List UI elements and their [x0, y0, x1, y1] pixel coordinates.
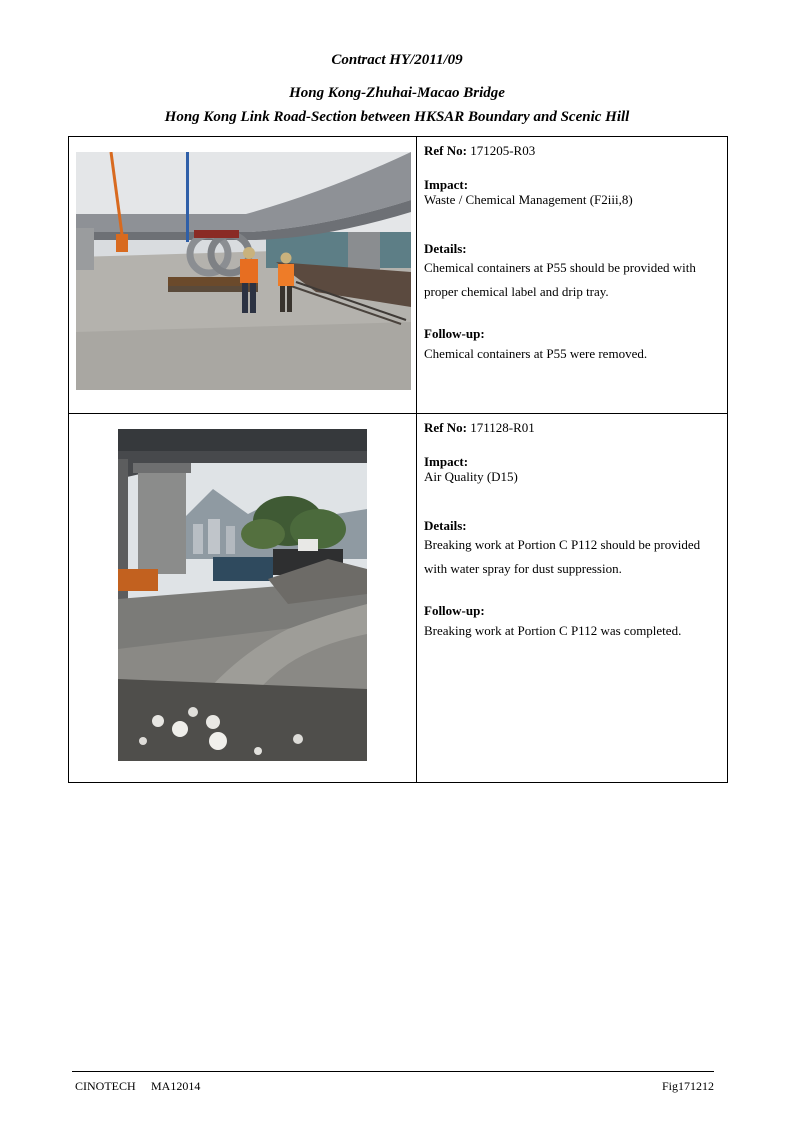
footer-report-code: MA12014	[151, 1079, 201, 1093]
details-label: Details:	[424, 240, 467, 256]
follow-up-label: Follow-up:	[424, 603, 485, 619]
details-line: Breaking work at Portion C P112 should be provided	[424, 537, 701, 553]
observation-details	[417, 137, 728, 414]
footer-company: CINOTECH	[75, 1079, 136, 1093]
site-photo-chemical-containers	[76, 152, 411, 390]
observation-row	[69, 137, 728, 414]
details-line: with water spray for dust suppression.	[424, 561, 622, 577]
footer-divider	[72, 1071, 714, 1072]
ref-no-label: Ref No:	[424, 420, 467, 435]
footer-figure-number: Fig171212	[661, 1079, 714, 1093]
photo-cell	[69, 137, 417, 414]
impact-label: Impact:	[424, 176, 469, 192]
ref-no-label: Ref No:	[424, 143, 467, 158]
project-title: Hong Kong-Zhuhai-Macao Bridge	[289, 85, 505, 101]
contract-title: Contract HY/2011/09	[331, 52, 463, 68]
details-label: Details:	[424, 517, 467, 533]
observation-table	[68, 136, 728, 783]
impact-label: Impact:	[424, 453, 469, 469]
follow-up-label: Follow-up:	[424, 326, 485, 342]
follow-up-value: Breaking work at Portion C P112 was completed.	[424, 622, 682, 638]
impact-value: Air Quality (D15)	[424, 469, 518, 485]
details-line: proper chemical label and drip tray.	[424, 284, 609, 300]
impact-value: Waste / Chemical Management (F2iii,8)	[424, 192, 633, 208]
observation-row	[69, 414, 728, 783]
ref-no-value: 171205-R03	[470, 143, 536, 158]
observation-details	[417, 414, 728, 783]
site-photo-breaking-work	[118, 429, 367, 761]
follow-up-value: Chemical containers at P55 were removed.	[424, 345, 648, 361]
photo-cell	[69, 414, 417, 783]
details-line: Chemical containers at P55 should be provided with	[424, 260, 696, 276]
ref-no-value: 171128-R01	[470, 420, 535, 435]
section-title: Hong Kong Link Road-Section between HKSAR Boundary and Scenic Hill	[164, 109, 630, 125]
